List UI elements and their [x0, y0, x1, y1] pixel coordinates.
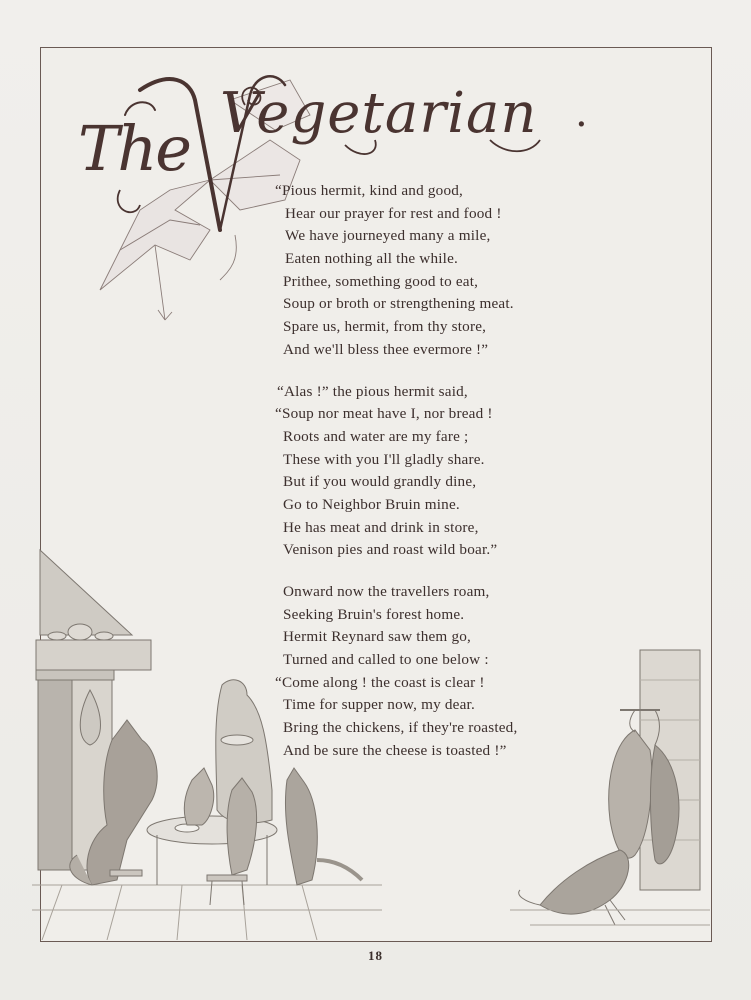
title-main: Vegetarian [220, 81, 538, 146]
poem-line: We have journeyed many a mile, [285, 227, 491, 245]
poem-line: Seeking Bruin's forest home. [283, 605, 465, 623]
title-the: The [78, 112, 190, 185]
poem-line: And be sure the cheese is toasted !” [283, 741, 507, 759]
poem-line: Time for supper now, my dear. [283, 696, 475, 714]
poem-line: And we'll bless thee evermore !” [283, 340, 489, 358]
poem-line: “Alas !” the pious hermit said, [277, 382, 468, 400]
poem-line: Spare us, hermit, from thy store, [283, 318, 487, 336]
stanza-2 [275, 381, 695, 563]
poem-line: Bring the chickens, if they're roasted, [283, 719, 518, 737]
poem-line: “Come along ! the coast is clear ! [275, 673, 485, 691]
poem-line: “Soup nor meat have I, nor bread ! [275, 405, 493, 423]
poem-line: Prithee, something good to eat, [283, 272, 479, 290]
title-tail: . [575, 90, 588, 136]
poem-line: Go to Neighbor Bruin mine. [283, 495, 460, 513]
stanza-1 [275, 180, 695, 362]
poem-line: These with you I'll gladly share. [283, 450, 485, 468]
page-number: 18 [368, 948, 383, 963]
poem-line: “Pious hermit, kind and good, [275, 182, 464, 199]
poem-line: Eaten nothing all the while. [285, 250, 459, 268]
poem-line: Soup or broth or strengthening meat. [283, 295, 514, 313]
poem-line: Hear our prayer for rest and food ! [285, 204, 502, 222]
fox-family-dinner-illustration [32, 540, 382, 940]
poem-line: Onward now the travellers roam, [283, 583, 490, 600]
poem-line: But if you would grandly dine, [283, 473, 477, 491]
poem-line: He has meat and drink in store, [283, 518, 479, 536]
poem-line: Roots and water are my fare ; [283, 427, 469, 445]
hanging-game-birds-and-hare-illustration [510, 610, 710, 940]
poem-line: Turned and called to one below : [283, 651, 489, 669]
poem-line: Venison pies and roast wild boar.” [283, 541, 498, 559]
poem-line: Hermit Reynard saw them go, [283, 628, 472, 646]
